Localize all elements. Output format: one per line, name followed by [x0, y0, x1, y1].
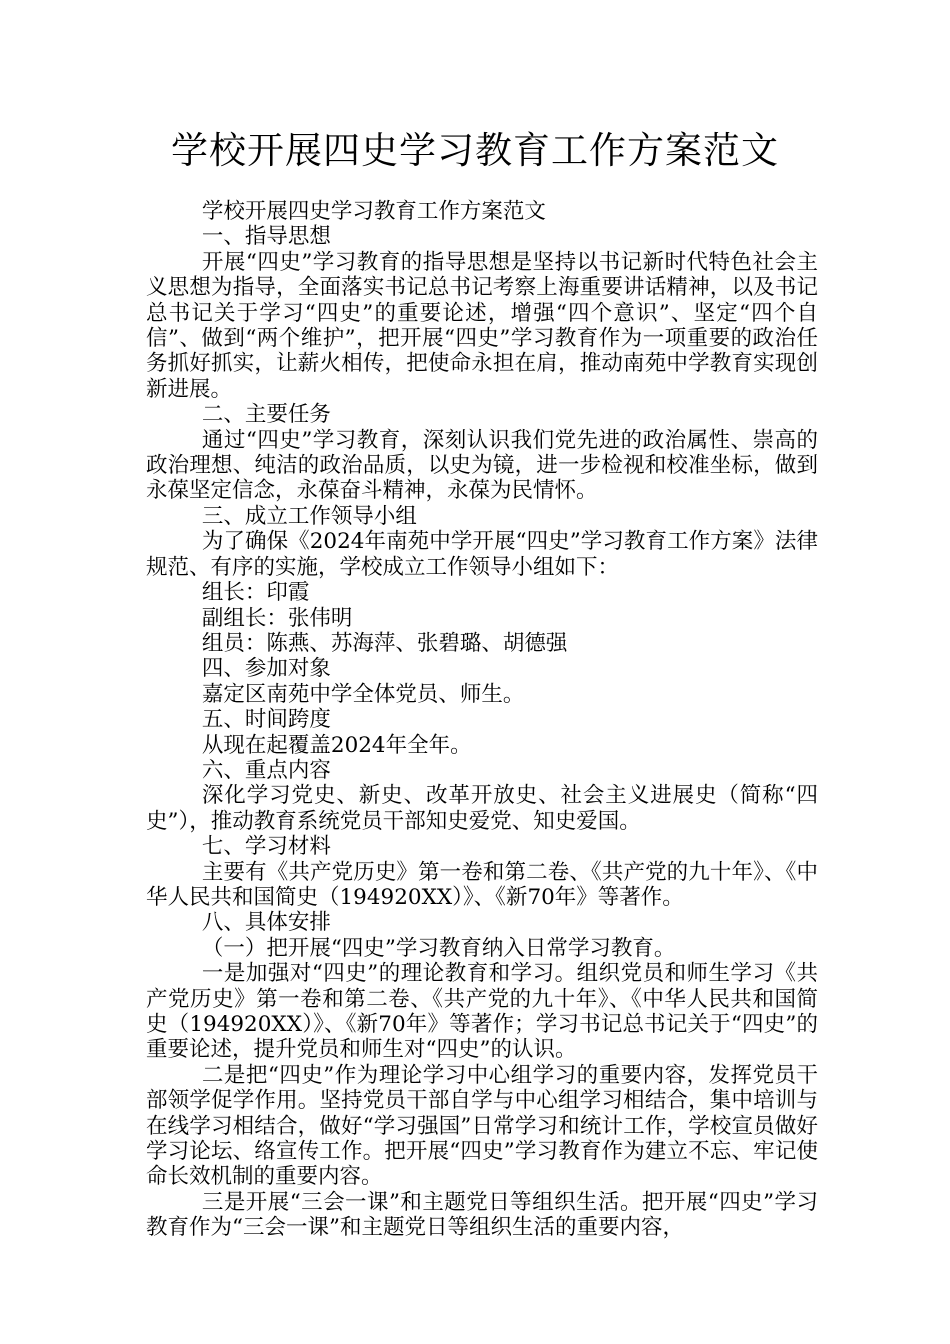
paragraph: （一）把开展“四史”学习教育纳入日常学习教育。 — [201, 935, 676, 961]
section-heading: 一、指导思想 — [201, 224, 331, 250]
paragraph: 深化学习党史、新史、改革开放史、社会主义进展史（简称“四史”），推动教育系统党员干部知史爱党、知史爱国。 — [146, 783, 818, 834]
section-heading: 五、时间跨度 — [201, 707, 331, 733]
section-heading: 八、具体安排 — [201, 910, 331, 936]
paragraph: 一是加强对“四史”的理论教育和学习。组织党员和师生学习《共产党历史》第一卷和第二卷、《共产党的九十年》、《中华人民共和国简史（194920XX）》、《新70年》等著作；学习书记总书记关于“四史”的重要论述，提升党员和师生对“四史”的认识。 — [146, 961, 818, 1063]
document-title: 学校开展四史学习教育工作方案范文 — [171, 129, 779, 172]
paragraph: 副组长：张伟明 — [201, 605, 353, 631]
paragraph: 组长：印霞 — [201, 580, 310, 606]
paragraph: 嘉定区南苑中学全体党员、师生。 — [201, 681, 525, 707]
section-heading: 六、重点内容 — [201, 757, 331, 783]
paragraph: 开展“四史”学习教育的指导思想是坚持以书记新时代特色社会主义思想为指导，全面落实书记总书记考察上海重要讲话精神，以及书记总书记关于学习“四史”的重要论述，增强“四个意识”、坚定“四个自信”、做到“两个维护”，把开展“四史”学习教育作为一项重要的政治任务抓好抓实，让薪火相传，把使命永担在肩，推动南苑中学教育实现创新进展。 — [146, 249, 818, 402]
subtitle-line: 学校开展四史学习教育工作方案范文 — [201, 199, 546, 224]
section-heading: 七、学习材料 — [201, 834, 331, 860]
paragraph: 组员：陈燕、苏海萍、张碧璐、胡德强 — [201, 630, 568, 656]
section-heading: 三、成立工作领导小组 — [201, 503, 417, 529]
paragraph: 二是把“四史”作为理论学习中心组学习的重要内容，发挥党员干部领学促学作用。坚持党员干部自学与中心组学习相结合，集中培训与在线学习相结合，做好“学习强国”日常学习和统计工作，学校宣员做好学习论坛、络宣传工作。把开展“四史”学习教育作为建立不忘、牢记使命长效机制的重要内容。 — [146, 1062, 818, 1190]
paragraph: 三是开展“三会一课”和主题党日等组织生活。把开展“四史”学习教育作为“三会一课”和主题党日等组织生活的重要内容， — [146, 1189, 818, 1241]
section-heading: 四、参加对象 — [201, 656, 331, 682]
paragraph: 主要有《共产党历史》第一卷和第二卷、《共产党的九十年》、《中华人民共和国简史（194920XX）》、《新70年》等著作。 — [146, 859, 818, 910]
paragraph: 从现在起覆盖2024年全年。 — [201, 732, 472, 758]
paragraph: 为了确保《2024年南苑中学开展“四史”学习教育工作方案》法律规范、有序的实施，学校成立工作领导小组如下： — [146, 529, 818, 580]
section-heading: 二、主要任务 — [201, 402, 331, 428]
paragraph: 通过“四史”学习教育，深刻认识我们党先进的政治属性、崇高的政治理想、纯洁的政治品质，以史为镜，进一步检视和校准坐标，做到永葆坚定信念，永葆奋斗精神，永葆为民情怀。 — [146, 427, 818, 504]
document-body — [146, 199, 818, 1241]
